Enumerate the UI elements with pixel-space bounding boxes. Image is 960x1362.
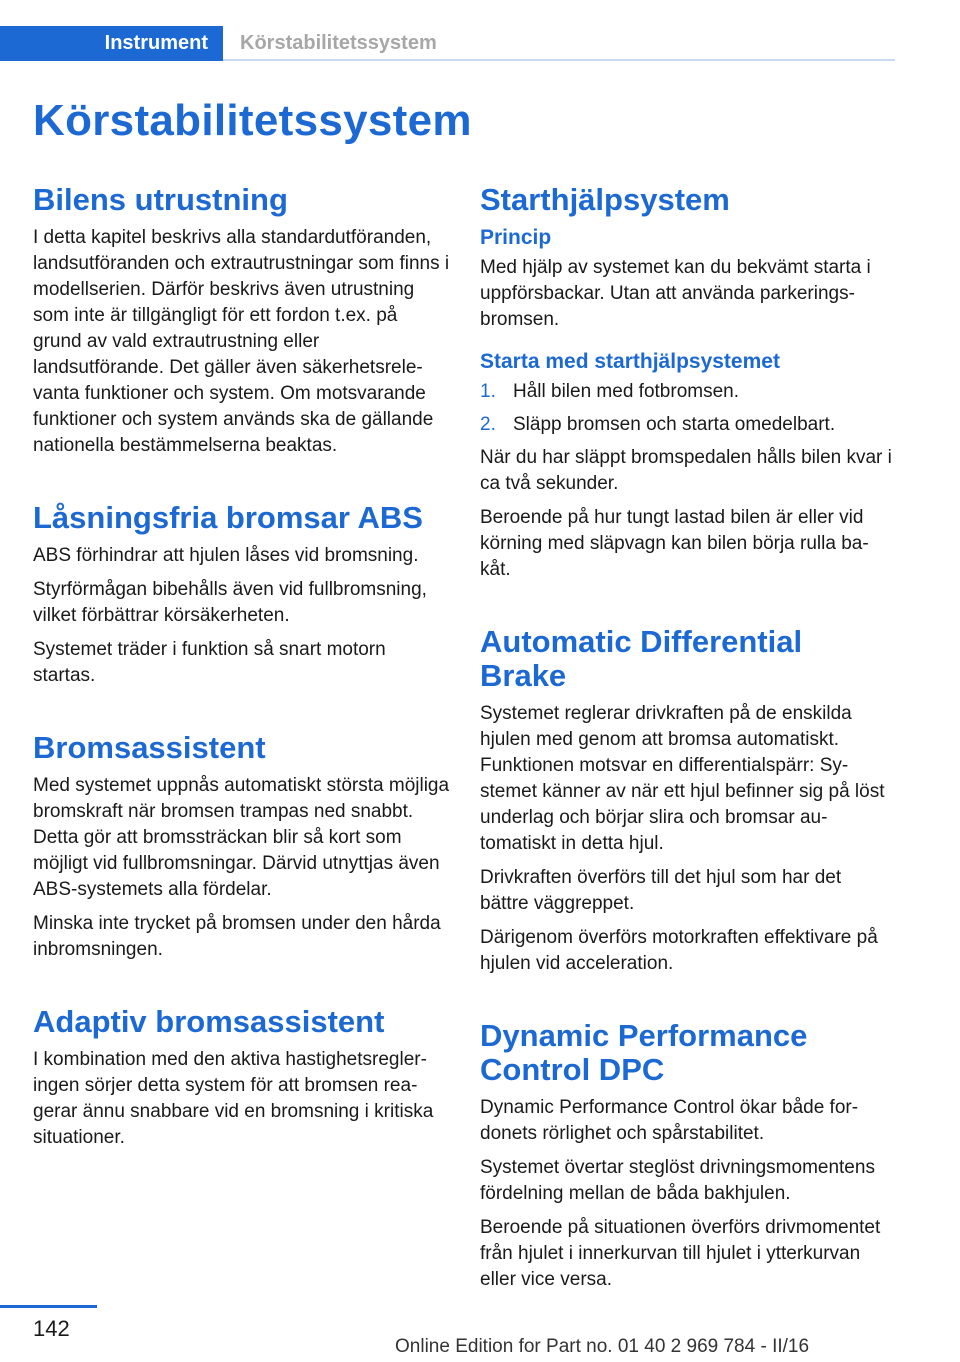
paragraph: Systemet övertar steglöst drivningsmomentens fördelning mellan de båda bakhjulen. <box>480 1157 875 1204</box>
paragraph: Beroende på situationen överförs drivmomentet från hjulet i innerkurvan till hjulet i ytterkurvan eller vice versa. <box>480 1217 881 1290</box>
section-title-dpc: Dynamic Performance Control DPC <box>480 1018 808 1087</box>
paragraph: ABS förhindrar att hjulen låses vid bromsning. <box>33 545 419 566</box>
section-title-bromsassistent: Bromsassistent <box>33 730 266 765</box>
tab-korstabilitetssystem[interactable]: Körstabilitetssystem <box>240 32 437 54</box>
section-title-adb: Automatic Differential Brake <box>480 624 803 693</box>
paragraph: Dynamic Performance Control ökar både fordonets rörlighet och spårstabilitet. <box>480 1097 859 1144</box>
paragraph: Med hjälp av systemet kan du bekvämt starta i uppförsbackar. Utan att använda parkeringsbromsen. <box>480 257 871 330</box>
section-title-bilens-utrustning: Bilens utrustning <box>33 182 288 217</box>
tab-instrument[interactable]: Instrument <box>0 26 223 61</box>
paragraph: I kombination med den aktiva hastighetsregleringen sörjer detta system för att bromsen reagerar ännu snabbare vid en bromsning i kritiska situationer. <box>33 1049 434 1148</box>
paragraph: Med systemet uppnås automatiskt största möjliga bromskraft när bromsen trampas ned snabbt. Detta gör att bromssträckan blir så kort som möjligt vid fullbromsningar. Därvid utnyttjas även ABS-systemets alla fördelar. <box>33 775 450 900</box>
paragraph: I detta kapitel beskrivs alla standardutföranden, landsutföranden och extrautrustningar som finns i modellserien. Därför beskrivs även utrustning som inte är tillgängligt för ett fordon t.ex. på grund av vald extrautrustning eller landsutförande. Det gäller även säkerhetsrelevanta funktioner och system. Om motsvarande funktioner och system används ska de gällande nationella bestämmelserna beaktas. <box>33 227 450 456</box>
paragraph: Styrförmågan bibehålls även vid fullbromsning, vilket förbättrar körsäkerheten. <box>33 579 427 626</box>
page-number: 142 <box>33 1316 70 1341</box>
paragraph: Systemet reglerar drivkraften på de enskilda hjulen med genom att bromsa automatiskt. Funktionen motsvar en differentialspärr: Systemet känner av när ett hjul befinner sig på löst underlag och börjar slira och bromsar automatiskt in detta hjul. <box>480 703 885 854</box>
paragraph: När du har släppt bromspedalen hålls bilen kvar i ca två sekunder. <box>480 447 892 494</box>
section-title-starthjalpsystem: Starthjälpsystem <box>480 182 730 217</box>
right-column <box>480 183 892 1301</box>
header-tabbar <box>0 26 895 61</box>
edition-footer: Online Edition for Part no. 01 40 2 969 784 - II/16 <box>395 1336 810 1357</box>
step-number: 2. <box>480 414 496 435</box>
paragraph: Därigenom överförs motorkraften effektivare på hjulen vid acceleration. <box>480 927 878 974</box>
list-item <box>480 412 892 438</box>
section-title-abs: Låsningsfria bromsar ABS <box>33 500 423 535</box>
step-text: Släpp bromsen och starta omedelbart. <box>513 414 836 435</box>
paragraph: Beroende på hur tungt lastad bilen är eller vid körning med släpvagn kan bilen börja rulla bakåt. <box>480 507 869 580</box>
section-title-adaptiv-bromsassistent: Adaptiv bromsassistent <box>33 1004 385 1039</box>
paragraph: Minska inte trycket på bromsen under den hårda inbromsningen. <box>33 913 441 960</box>
page-title: Körstabilitetssystem <box>33 96 472 145</box>
steps-list <box>480 379 892 438</box>
step-number: 1. <box>480 381 496 402</box>
list-item <box>480 379 892 405</box>
left-column <box>33 183 451 1159</box>
step-text: Håll bilen med fotbromsen. <box>513 381 739 402</box>
paragraph: Systemet träder i funktion så snart motorn startas. <box>33 639 386 686</box>
paragraph: Drivkraften överförs till det hjul som har det bättre väggreppet. <box>480 867 842 914</box>
subsection-title-starta: Starta med starthjälpsystemet <box>480 350 780 373</box>
footer-rule <box>0 1305 97 1308</box>
tab-divider-line <box>223 59 895 61</box>
subsection-title-princip: Princip <box>480 226 552 249</box>
